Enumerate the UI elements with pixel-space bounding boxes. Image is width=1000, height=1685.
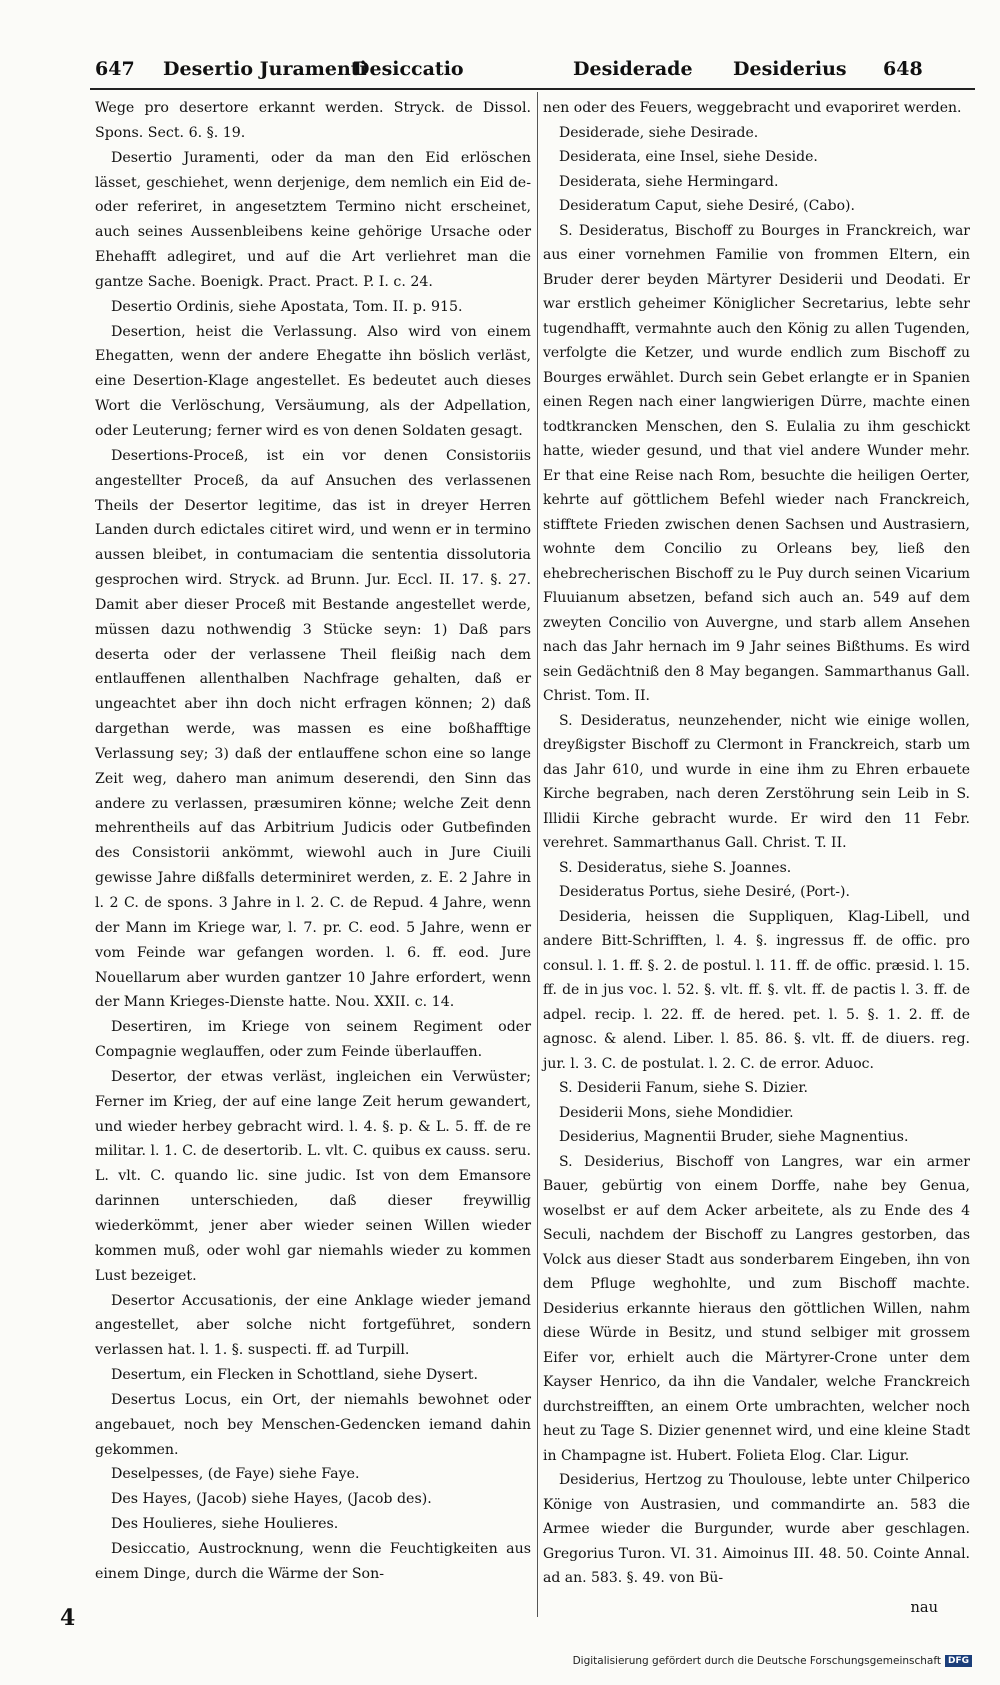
- left-column-entry: Desertor, der etwas verläst, ingleichen ein Verwüster; Ferner im Krieg, der auf eine lange Zeit herum gewandert, und wieder herbey gebracht wird. l. 4. §. p. & L. 5. ff. de re militar. l. 1. C. de desertorib. L. vlt. C. quibus ex causs. seru. L. vlt. C. quando lic. sine judic. Ist von dem Emansore darinnen unterschieden, daß dieser freywillig wiederkömmt, jener aber wieder seinen Willen wieder kommen muß, oder wohl gar niemahls wieder zu kommen Lust bezeiget.: [95, 1068, 532, 1284]
- running-head-left-1: Desertio Juramenti: [163, 58, 367, 80]
- right-column: [543, 96, 970, 1591]
- dfg-logo-icon: DFG: [945, 1655, 972, 1667]
- right-column-entry: Desiderii Mons, siehe Mondidier.: [559, 1104, 794, 1121]
- right-column-entry: S. Desiderii Fanum, siehe S. Dizier.: [559, 1080, 808, 1096]
- right-column-entry: nen oder des Feuers, weggebracht und evaporiret werden.: [543, 100, 962, 116]
- left-column-entry: Deselpesses, (de Faye) siehe Faye.: [111, 1466, 360, 1483]
- page-number-right: 648: [883, 58, 923, 80]
- right-column-entry: Desiderata, eine Insel, siehe Deside.: [559, 149, 818, 165]
- footer: [573, 1655, 972, 1667]
- running-head-right-1: Desiderade: [573, 58, 693, 80]
- page-header: [95, 58, 975, 92]
- right-column-entry: S. Desideratus, siehe S. Joannes.: [559, 859, 792, 876]
- right-column-entry: Desideratum Caput, siehe Desiré, (Cabo).: [559, 198, 855, 214]
- left-column-entry: Desertum, ein Flecken in Schottland, siehe Dysert.: [111, 1367, 478, 1384]
- column-divider: [537, 92, 538, 1617]
- left-column-entry: Desertion, heist die Verlassung. Also wird von einem Ehegatten, wenn der andere Ehegatte ihn böslich verläst, eine Desertion-Klage angestellet. Es bedeutet auch dieses Wort die Verlöschung, Versäumung, als der Adpellation, oder Leuterung; ferner wird es von denen Soldaten gesagt.: [95, 323, 531, 439]
- running-head-right-2: Desiderius: [733, 58, 847, 80]
- right-column-entry: Desiderata, siehe Hermingard.: [559, 173, 779, 190]
- left-column-entry: Desertiren, im Kriege von seinem Regiment oder Compagnie weglauffen, oder zum Feinde überlauffen.: [95, 1019, 531, 1061]
- footer-text: Digitalisierung gefördert durch die Deutsche Forschungsgemeinschaft: [572, 1655, 941, 1667]
- right-column-entry: S. Desideratus, neunzehender, nicht wie einige wollen, dreyßigster Bischoff zu Clermont in Franckreich, starb um das Jahr 610, und wurde in eine ihm zu Ehren erbauete Kirche begraben, nach deren Zerstöhrung sein Leib in S. Illidii Kirche gebracht wurde. Er wird den 11 Febr. verehret. Sammarthanus Gall. Christ. T. II.: [543, 712, 970, 851]
- catchword: nau: [910, 1599, 938, 1616]
- header-rule: [90, 88, 975, 90]
- right-column-entry: Desiderade, siehe Desirade.: [559, 124, 759, 141]
- right-column-entry: Desideratus Portus, siehe Desiré, (Port-).: [559, 884, 850, 900]
- right-column-entry: Desiderius, Hertzog zu Thoulouse, lebte unter Chilperico Könige von Austrasien, und commandirte an. 583 die Armee wieder die Burgunder, wurde aber geschlagen. Gregorius Turon. VI. 31. Aimoinus III. 48. 50. Cointe Annal. ad an. 583. §. 49. von Bü-: [543, 1472, 970, 1586]
- left-column-entry: Desertor Accusationis, der eine Anklage wieder jemand angestellet, aber solche nicht fortgeführet, sondern verlassen hat. l. 1. §. suspecti. ff. ad Turpill.: [95, 1292, 531, 1359]
- left-column-entry: Desertio Juramenti, oder da man den Eid erlöschen lässet, geschiehet, wenn derjenige, dem nemlich ein Eid de- oder referiret, in angesetztem Termino nicht erscheinet, auch seines Aussenbleibens keine gehörige Ursache oder Ehehafft adlegiret, und auf die Art verliehret man die gantze Sache. Boenigk. Pract. Pract. P. I. c. 24.: [95, 149, 531, 290]
- left-column-entry: Des Houlieres, siehe Houlieres.: [111, 1516, 339, 1533]
- left-column-entry: Des Hayes, (Jacob) siehe Hayes, (Jacob des).: [111, 1491, 432, 1508]
- left-column-entry: Desertio Ordinis, siehe Apostata, Tom. II. p. 915.: [111, 298, 463, 315]
- left-column-entry: Desertus Locus, ein Ort, der niemahls bewohnet oder angebauet, noch bey Menschen-Gedencken iemand dahin gekommen.: [95, 1391, 531, 1458]
- left-column-entry: Desiccatio, Austrocknung, wenn die Feuchtigkeiten aus einem Dinge, durch die Wärme der Son-: [95, 1540, 531, 1582]
- right-column-entry: S. Desideratus, Bischoff zu Bourges in Franckreich, war aus einer vornehmen Familie von frommen Eltern, ein Bruder derer beyden Märtyrer Desiderii und Deodati. Er war erstlich geheimer Königlicher Secretarius, lebte sehr tugendhafft, vermahnte auch den König zu allen Tugenden, verfolgte die Ketzer, und wurde endlich zum Bischoff zu Bourges erwählet. Durch sein Gebet erlangte er in Spanien einen Regen nach einer langwierigen Dürre, machte einen todtkrancken Menschen, den S. Eulalia zu ihm geschickt hatte, wieder gesund, und that viel andere Wunder mehr. Er that eine Reise nach Rom, besuchte die heiligen Oerter, kehrte auf göttlichem Befehl wieder nach Franckreich, stifftete Frieden zwischen denen Sachsen und Austrasiern, wohnte dem Concilio zu Orleans bey, ließ den ehebrecherischen Bischoff zu le Puy durch seinen Vicarium Fluuianum absetzen, befand sich auch an. 549 auf dem zweyten Concilio von Auvergne, und starb allem Ansehen nach das Jahr hernach im 9 Jahr seines Bißthums. Es wird sein Gedächtniß den 8 May begangen. Sammarthanus Gall. Christ. Tom. II.: [543, 222, 970, 704]
- margin-mark: 4: [60, 1605, 76, 1631]
- left-column-entry: Wege pro desertore erkannt werden. Stryck. de Dissol. Spons. Sect. 6. §. 19.: [95, 100, 531, 141]
- right-column-entry: Desiderius, Magnentii Bruder, siehe Magnentius.: [559, 1129, 909, 1145]
- right-column-entry: Desideria, heissen die Suppliquen, Klag-Libell, und andere Bitt-Schrifften, l. 4. §. ingressus ff. de offic. pro consul. l. 1. ff. §. 2. de postul. l. 11. ff. de offic. præsid. l. 15. ff. de in jus voc. l. 52. §. vlt. ff. §. vlt. ff. de pactis l. 3. ff. de adpel. recip. l. 22. ff. de hered. pet. l. 5. §. 1. 2. ff. de agnosc. & alend. Liber. l. 85. 86. §. vlt. ff. de diuers. reg. jur. l. 3. C. de postulat. l. 2. C. de error. Aduoc.: [543, 908, 970, 1072]
- running-head-left-2: Desiccatio: [353, 58, 464, 80]
- right-column-entry: S. Desiderius, Bischoff von Langres, war ein armer Bauer, gebürtig von einem Dorffe, nahe bey Genua, woselbst er auf dem Acker arbeitete, als zu Ende des 4 Seculi, nachdem der Bischoff zu Langres gestorben, das Volck aus dieser Stadt aus sonderbarem Eingeben, ihn von dem Pfluge weghohlte, und zum Bischoff machte. Desiderius erkannte hieraus den göttlichen Willen, nahm diese Würde in Besitz, und stund selbiger mit grossem Eifer vor, erhielt auch die Märtyrer-Crone unter dem Kayser Henrico, da ihn die Vandaler, welche Franckreich durchstreifften, an einem Orte umbrachten, welcher noch heut zu Tage S. Dizier genennet wird, und eine kleine Stadt in Champagne ist. Hubert. Folieta Elog. Clar. Ligur.: [543, 1153, 970, 1464]
- page-number-left: 647: [95, 58, 135, 80]
- left-column-entry: Desertions-Proceß, ist ein vor denen Consistoriis angestellter Proceß, da auf Ansuchen des verlassenen Theils der Desertor legitime, das ist in dreyer Herren Landen durch edictales citiret wird, und wenn er in termino aussen bleibet, in contumaciam die sententia dissolutoria gesprochen wird. Stryck. ad Brunn. Jur. Eccl. II. 17. §. 27. Damit aber dieser Proceß mit Bestande angestellet werde, müssen dazu nothwendig 3 Stücke seyn: 1) Daß pars deserta oder der verlassene Theil fleißig nach dem entlauffenen allenthalben Nachfrage gehalten, daß er ungeachtet aber ihn doch nicht erfragen können; 2) daß dargethan werde, was massen es eine boßhafftige Verlassung sey; 3) daß der entlauffene schon eine so lange Zeit weg, dahero man animum deserendi, den Sinn das andere zu verlassen, præsumiren könne; welche Zeit denn mehrentheils auf das Arbitrium Judicis oder Gutbefinden des Consistorii ankömmt, wiewohl auch in Jure Ciuili gewisse Jahre dißfalls determiniret werden, z. E. 2 Jahre in l. 2 C. de spons. 3 Jahre in l. 2. C. de Repud. 4 Jahre, wenn der Mann im Kriege war, l. 7. pr. C. eod. 5 Jahre, wenn er vom Feinde war gefangen worden. l. 6. ff. eod. Jure Nouellarum aber wurden gantzer 10 Jahre erfordert, wenn der Mann Krieges-Dienste hatte. Nou. XXII. c. 14.: [95, 447, 531, 1011]
- left-column: [95, 96, 531, 1587]
